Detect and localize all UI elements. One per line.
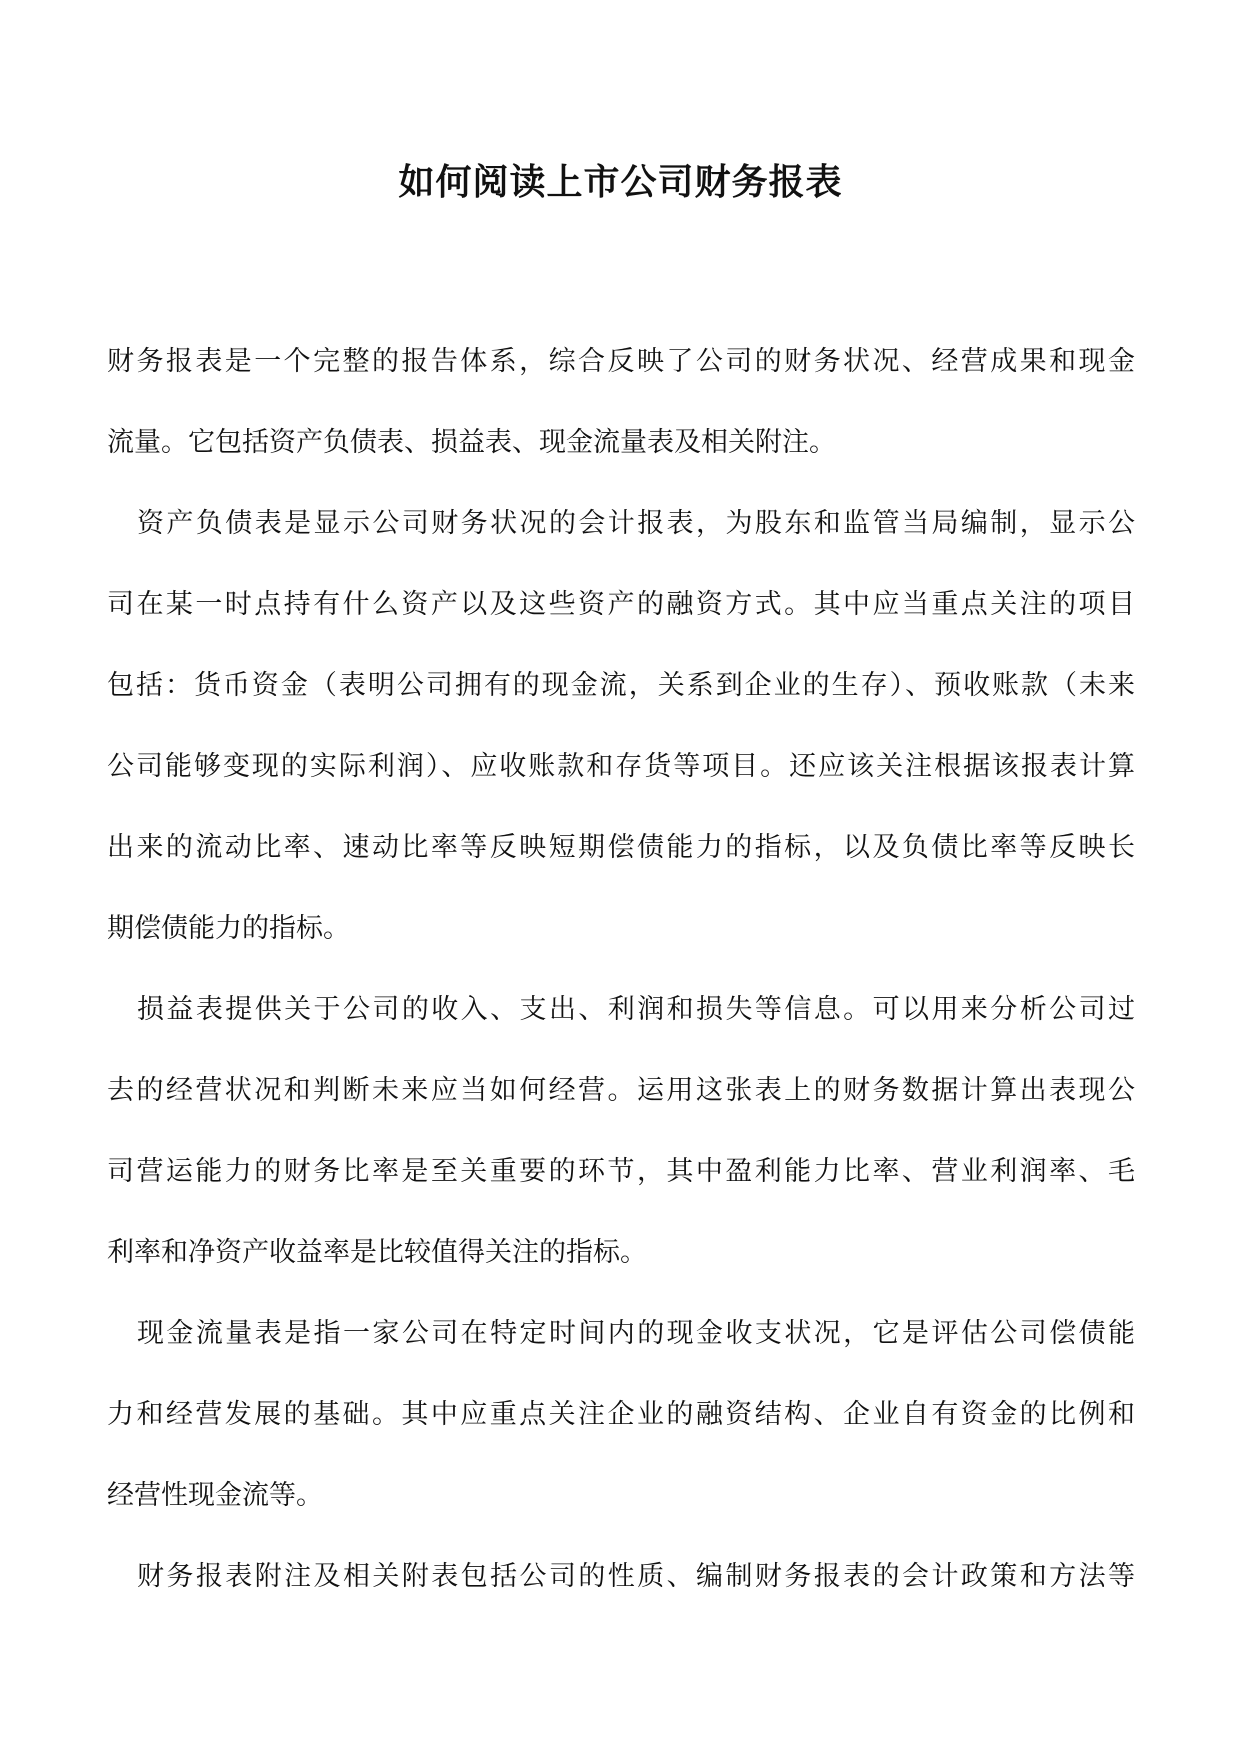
text-line: 司营运能力的财务比率是至关重要的环节，其中盈利能力比率、营业利润率、毛 [107, 1156, 1135, 1187]
document-title: 如何阅读上市公司财务报表 [398, 161, 843, 203]
text-line: 流量。它包括资产负债表、损益表、现金流量表及相关附注。 [107, 427, 836, 458]
paragraph-balance-sheet [107, 502, 1135, 988]
text-line: 经营性现金流等。 [107, 1480, 323, 1511]
text-line: 财务报表是一个完整的报告体系，综合反映了公司的财务状况、经营成果和现金 [107, 346, 1135, 377]
text-line: 公司能够变现的实际利润）、应收账款和存货等项目。还应该关注根据该报表计算 [107, 751, 1135, 782]
text-line: 司在某一时点持有什么资产以及这些资产的融资方式。其中应当重点关注的项目 [107, 589, 1135, 620]
paragraph-intro [107, 340, 1135, 502]
text-line: 损益表提供关于公司的收入、支出、利润和损失等信息。可以用来分析公司过 [137, 994, 1135, 1025]
text-line: 包括：货币资金（表明公司拥有的现金流，关系到企业的生存）、预收账款（未来 [107, 670, 1135, 701]
paragraph-income-statement [107, 988, 1135, 1312]
text-line: 利率和净资产收益率是比较值得关注的指标。 [107, 1237, 647, 1268]
text-line: 出来的流动比率、速动比率等反映短期偿债能力的指标，以及负债比率等反映长 [107, 832, 1135, 863]
text-line: 力和经营发展的基础。其中应重点关注企业的融资结构、企业自有资金的比例和 [107, 1399, 1135, 1430]
text-line: 去的经营状况和判断未来应当如何经营。运用这张表上的财务数据计算出表现公 [107, 1075, 1135, 1106]
paragraph-cash-flow [107, 1312, 1135, 1555]
text-line: 期偿债能力的指标。 [107, 913, 350, 944]
text-line: 财务报表附注及相关附表包括公司的性质、编制财务报表的会计政策和方法等 [137, 1561, 1135, 1592]
document-body [107, 340, 1135, 1636]
paragraph-notes [107, 1555, 1135, 1636]
text-line: 资产负债表是显示公司财务状况的会计报表，为股东和监管当局编制，显示公 [137, 508, 1135, 539]
text-line: 现金流量表是指一家公司在特定时间内的现金收支状况，它是评估公司偿债能 [137, 1318, 1135, 1349]
